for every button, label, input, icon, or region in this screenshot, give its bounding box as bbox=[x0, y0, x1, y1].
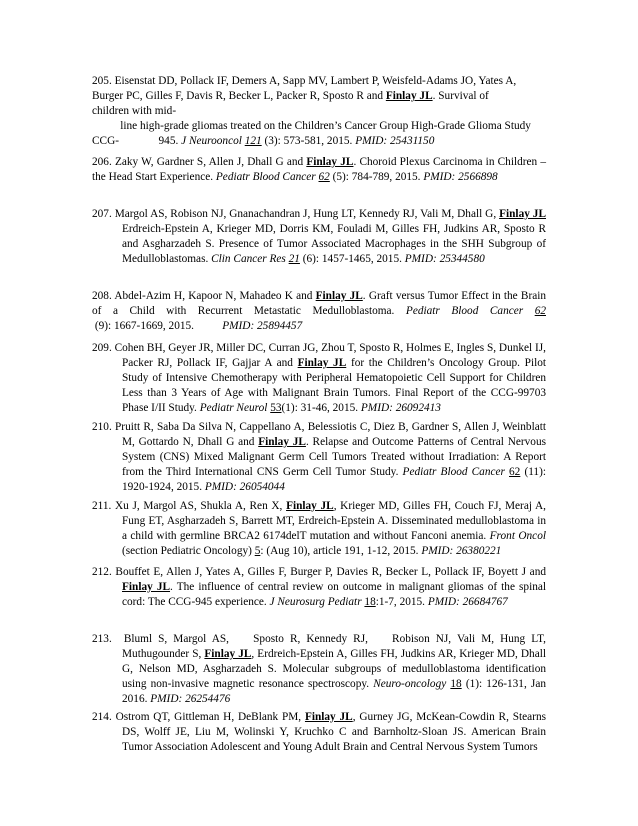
ref-213-author-highlight: Finlay JL bbox=[204, 648, 252, 660]
ref-209-journal: Pediatr Neurol bbox=[199, 402, 268, 414]
reference-207 bbox=[92, 207, 546, 267]
ref-208-pmid: PMID: 25894457 bbox=[222, 320, 303, 332]
ref-209-title: for the Children’s Oncology Group. Pilot Study of Intensive Chemotherapy with Peripheral Hematopoietic Cell Support for Children Less than 3 Years of Age with Malignant Brain Tumors. Final Report of the CCG-99703 Phase I/II Study. bbox=[122, 357, 547, 414]
ref-207-authors: 207. Margol AS, Robison NJ, Gnanachandran J, Hung LT, Kennedy RJ, Vali M, Dhall G, bbox=[92, 208, 500, 220]
reference-209 bbox=[92, 341, 546, 416]
reference-212 bbox=[92, 565, 546, 610]
reference-205 bbox=[92, 74, 546, 149]
ref-207-volume: 21 bbox=[288, 253, 300, 265]
ref-209-authors: 209. Cohen BH, Geyer JR, Miller DC, Curran JG, Zhou T, Sposto R, Holmes E, Ingles S, Dunkel IJ, Packer RJ, Pollack IF, Gajjar A and bbox=[92, 342, 546, 369]
ref-211-pmid: PMID: 26380221 bbox=[421, 545, 502, 557]
ref-212-pages: :1-7, 2015. bbox=[375, 596, 428, 608]
ref-213-journal: Neuro-oncology bbox=[373, 678, 447, 690]
ref-208-pages: (9): 1667-1669, 2015. bbox=[92, 320, 223, 332]
ref-207-author-highlight: Finlay JL bbox=[499, 208, 546, 220]
ref-205-journal: J Neurooncol bbox=[181, 135, 242, 147]
ref-210-title: . Relapse and Outcome Patterns of Central Nervous System (CNS) Mixed Malignant Germ Cell Tumors Treated without Irradiation: A Report from the Third International CNS Germ Cell Tumor Study. bbox=[122, 436, 546, 478]
ref-206-authors: 206. Zaky W, Gardner S, Allen J, Dhall G and bbox=[92, 156, 307, 168]
ref-206-journal: Pediatr Blood Cancer bbox=[215, 171, 316, 183]
ref-207-pmid: PMID: 25344580 bbox=[404, 253, 485, 265]
ref-205-line-5: CCG- 945. bbox=[92, 135, 182, 147]
ref-211-section: (section Pediatric Oncology) bbox=[122, 545, 255, 557]
ref-211-author-highlight: Finlay JL bbox=[286, 500, 334, 512]
ref-205-line-4: line high-grade gliomas treated on the Children’s Cancer Group High-Grade Glioma Study bbox=[92, 120, 531, 132]
ref-214-author-highlight: Finlay JL bbox=[304, 711, 353, 723]
ref-206-volume: 62 bbox=[318, 171, 330, 183]
ref-210-pages: (11): 1920-1924, 2015. bbox=[122, 466, 546, 493]
ref-211-volume: 5 bbox=[254, 545, 261, 557]
ref-211-pages: : (Aug 10), article 191, 1-12, 2015. bbox=[260, 545, 422, 557]
ref-205-after-author: . Survival of bbox=[432, 90, 489, 102]
ref-213-pages: (1): 126-131, Jan 2016. bbox=[122, 678, 546, 705]
ref-207-journal: Clin Cancer Res bbox=[211, 253, 286, 265]
ref-206-pmid: PMID: 2566898 bbox=[423, 171, 498, 183]
reference-208 bbox=[92, 289, 546, 334]
reference-211 bbox=[92, 499, 546, 559]
reference-210 bbox=[92, 420, 546, 495]
ref-205-line-3: children with mid- bbox=[92, 105, 177, 117]
ref-211-authors: 211. Xu J, Margol AS, Shukla A, Ren X, bbox=[92, 500, 287, 512]
ref-212-authors: 212. Bouffet E, Allen J, Yates A, Gilles F, Burger P, Davies R, Becker L, Pollack IF, Boyett J and bbox=[92, 566, 546, 578]
ref-212-pmid: PMID: 26684767 bbox=[427, 596, 508, 608]
reference-213 bbox=[92, 632, 549, 707]
ref-207-pages: (6): 1457-1465, 2015. bbox=[299, 253, 405, 265]
ref-210-volume: 62 bbox=[509, 466, 521, 478]
ref-206-author-highlight: Finlay JL bbox=[306, 156, 354, 168]
ref-205-line-2: Burger PC, Gilles F, Davis R, Becker L, Packer R, Sposto R and bbox=[92, 90, 386, 102]
ref-214-title: , Gurney JG, McKean-Cowdin R, Stearns DS, Wolff JE, Liu M, Wolinski Y, Kruchko C and Barnholtz-Sloan JS. American Brain Tumor Association Adolescent and Young Adult Brain and Central Nervous System Tumors bbox=[122, 711, 546, 753]
reference-206 bbox=[92, 155, 546, 185]
reference-214 bbox=[92, 710, 546, 755]
ref-210-authors: 210. Pruitt R, Saba Da Silva N, Cappellano A, Belessiotis C, Diez B, Gardner S, Allen J, Weinblatt M, Gottardo N, Dhall G and bbox=[92, 421, 546, 448]
ref-210-pmid: PMID: 26054044 bbox=[204, 481, 285, 493]
ref-212-volume: 18 bbox=[364, 596, 376, 608]
ref-208-author-highlight: Finlay JL bbox=[315, 290, 363, 302]
ref-213-title: , Erdreich-Epstein A, Gilles FH, Judkins AR, Krieger MD, Dhall G, Nelson MD, Asgharzadeh S. Molecular subgroups of medulloblastoma identification using non-invasive magnetic resonance spectroscopy. bbox=[122, 648, 547, 690]
ref-209-pages: (1): 31-46, 2015. bbox=[281, 402, 361, 414]
ref-211-title: , Krieger MD, Gilles FH, Couch FJ, Meraj A, Fung ET, Asgharzadeh S, Barrett MT, Erdreich-Epstein A. Disseminated medulloblastoma in a child with germline BRCA2 6174delT mutation and without Fanconi anemia. bbox=[122, 500, 547, 542]
ref-213-pmid: PMID: 26254476 bbox=[150, 693, 231, 705]
ref-205-pmid: PMID: 25431150 bbox=[355, 135, 435, 147]
ref-206-title: . Choroid Plexus Carcinoma in Children – the Head Start Experience. bbox=[92, 156, 546, 183]
ref-210-author-highlight: Finlay JL bbox=[258, 436, 306, 448]
ref-213-volume: 18 bbox=[450, 678, 462, 690]
ref-208-title: . Graft versus Tumor Effect in the Brain of a Child with Recurrent Metastatic Medulloblastoma. bbox=[92, 290, 547, 317]
ref-212-title: . The influence of central review on outcome in malignant gliomas of the spinal cord: The CCG-945 experience. bbox=[122, 581, 547, 608]
ref-207-title: Erdreich-Epstein A, Krieger MD, Dorris KM, Fouladi M, Gilles FH, Judkins AR, Sposto R and Asgharzadeh S. Presence of Tumor Associated Macrophages in the SHH Subgroup of Medulloblastomas. bbox=[122, 223, 546, 265]
ref-209-author-highlight: Finlay JL bbox=[297, 357, 347, 369]
ref-205-author-highlight: Finlay JL bbox=[385, 90, 433, 102]
ref-208-volume: 62 bbox=[534, 305, 546, 317]
ref-208-journal: Pediatr Blood Cancer bbox=[405, 305, 524, 317]
ref-205-line-1: 205. Eisenstat DD, Pollack IF, Demers A, Sapp MV, Lambert P, Weisfeld-Adams JO, Yates A, bbox=[92, 75, 517, 87]
ref-205-volume: 121 bbox=[244, 135, 262, 147]
ref-212-author-highlight: Finlay JL bbox=[122, 581, 171, 593]
ref-209-pmid: PMID: 26092413 bbox=[360, 402, 441, 414]
ref-212-journal: J Neurosurg Pediatr bbox=[269, 596, 362, 608]
ref-211-journal: Front Oncol bbox=[489, 530, 546, 542]
ref-214-authors: 214. Ostrom QT, Gittleman H, DeBlank PM, bbox=[92, 711, 305, 723]
ref-206-pages: (5): 784-789, 2015. bbox=[329, 171, 424, 183]
ref-208-authors: 208. Abdel-Azim H, Kapoor N, Mahadeo K and bbox=[92, 290, 316, 302]
ref-209-volume: 53 bbox=[270, 402, 282, 414]
ref-213-authors: 213. Bluml S, Margol AS, Sposto R, Kennedy RJ, Robison NJ, Vali M, Hung LT, Muthugounder S, bbox=[92, 633, 549, 660]
ref-205-pages: (3): 573-581, 2015. bbox=[261, 135, 356, 147]
ref-210-journal: Pediatr Blood Cancer bbox=[402, 466, 505, 478]
